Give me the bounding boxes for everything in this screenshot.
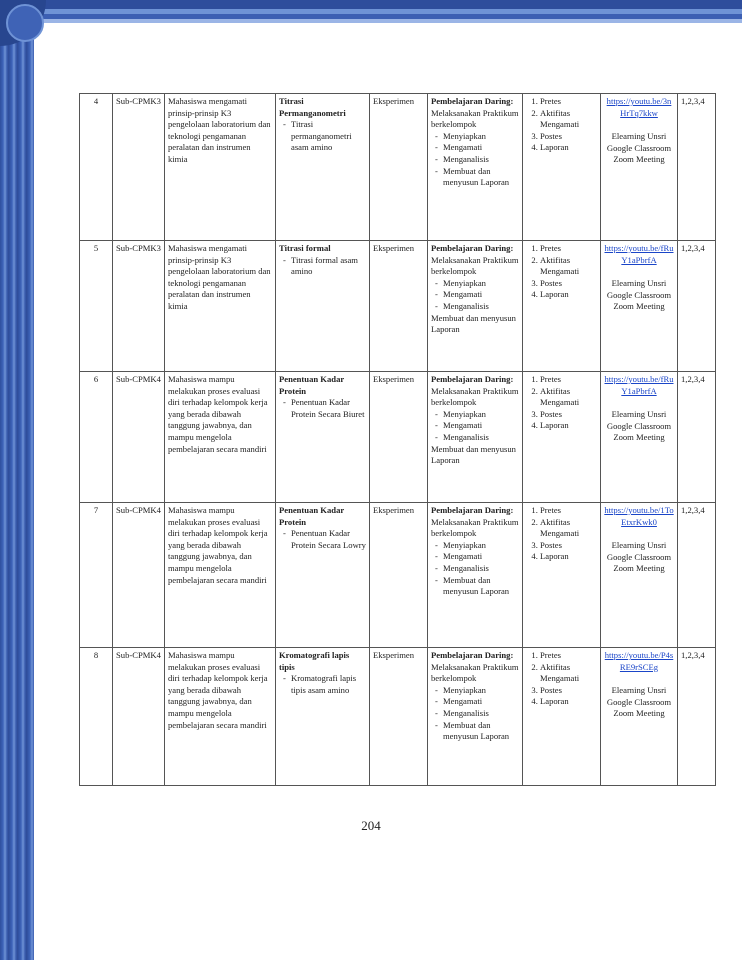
penilaian-item: 2. Aktifitas Mengamati [540, 662, 597, 685]
table-row [80, 648, 716, 786]
materi-title: Titrasi Permanganometri [279, 96, 346, 118]
metode: Eksperimen [370, 372, 428, 503]
pembelajaran-title: Pembelajaran Daring: [431, 243, 514, 253]
penilaian-item: 4. Laporan [540, 551, 597, 563]
indikator: Mahasiswa mengamati prinsip-prinsip K3 pengelolaan laboratorium dan teknologi pengamanan peralatan dan instrumen kimia [165, 241, 276, 372]
penilaian-list [526, 374, 597, 432]
penilaian-item: 4. Laporan [540, 696, 597, 708]
media-platforms: Elearning Unsri Google Classroom Zoom Meeting [606, 409, 672, 443]
pembelajaran-intro: Melaksanakan Praktikum berkelompok [431, 516, 519, 539]
penilaian-item: 3. Postes [540, 685, 597, 697]
reference: 1,2,3,4 [678, 503, 716, 648]
meeting-number: 7 [80, 503, 113, 648]
metode: Eksperimen [370, 503, 428, 648]
pembelajaran-intro: Melaksanakan Praktikum berkelompok [431, 107, 519, 130]
penilaian-item: 1. Pretes [540, 243, 597, 255]
pembelajaran-title: Pembelajaran Daring: [431, 374, 514, 384]
materi-cell [276, 648, 370, 786]
penilaian-cell [523, 648, 601, 786]
media-platforms: Elearning Unsri Google Classroom Zoom Meeting [606, 540, 672, 574]
pembelajaran-item: - Membuat dan menyusun Laporan [443, 166, 519, 189]
penilaian-item: 2. Aktifitas Mengamati [540, 386, 597, 409]
penilaian-item: 4. Laporan [540, 420, 597, 432]
penilaian-cell [523, 372, 601, 503]
penilaian-list [526, 96, 597, 154]
materi-item: - Kromatografi lapis tipis asam amino [291, 673, 366, 696]
video-link[interactable]: https://youtu.be/1ToEtxrKwk0 [604, 505, 674, 527]
media-platforms: Elearning Unsri Google Classroom Zoom Meeting [606, 131, 672, 165]
pembelajaran-cell [428, 241, 523, 372]
media-cell [601, 241, 678, 372]
pembelajaran-title: Pembelajaran Daring: [431, 650, 514, 660]
materi-title: Kromatografi lapis tipis [279, 650, 350, 672]
meeting-number: 5 [80, 241, 113, 372]
penilaian-item: 1. Pretes [540, 505, 597, 517]
video-link[interactable]: https://youtu.be/fRuY1aPbrfA [604, 374, 674, 396]
materi-list [279, 255, 366, 278]
metode: Eksperimen [370, 648, 428, 786]
metode: Eksperimen [370, 241, 428, 372]
materi-title: Penentuan Kadar Protein [279, 374, 345, 396]
indikator: Mahasiswa mampu melakukan proses evaluasi diri terhadap kelompok kerja yang berada dibawah tanggung jawabnya, dan mampu mengelola pembelajaran secara mandiri [165, 503, 276, 648]
pembelajaran-list [431, 540, 519, 598]
penilaian-item: 1. Pretes [540, 374, 597, 386]
top-decorative-bar [34, 0, 742, 30]
media-platforms: Elearning Unsri Google Classroom Zoom Meeting [606, 278, 672, 312]
indikator: Mahasiswa mampu melakukan proses evaluasi diri terhadap kelompok kerja yang berada dibawah tanggung jawabnya, dan mampu mengelola pembelajaran secara mandiri [165, 372, 276, 503]
pembelajaran-item: - Menganalisis [443, 432, 519, 444]
pembelajaran-item: - Menganalisis [443, 708, 519, 720]
table-row [80, 241, 716, 372]
pembelajaran-item: - Menganalisis [443, 301, 519, 313]
video-link[interactable]: https://youtu.be/P4sRE9rSCEg [604, 650, 674, 672]
page-number: 204 [361, 818, 381, 833]
pembelajaran-list [431, 409, 519, 444]
penilaian-item: 4. Laporan [540, 142, 597, 154]
pembelajaran-title: Pembelajaran Daring: [431, 96, 514, 106]
penilaian-cell [523, 503, 601, 648]
corner-ornament [0, 0, 46, 46]
pembelajaran-item: - Menganalisis [443, 563, 519, 575]
pembelajaran-intro: Melaksanakan Praktikum berkelompok [431, 385, 519, 408]
pembelajaran-item: - Menyiapkan [443, 278, 519, 290]
materi-title: Titrasi formal [279, 243, 331, 253]
materi-cell [276, 94, 370, 241]
pembelajaran-list [431, 278, 519, 313]
pembelajaran-item: - Menyiapkan [443, 540, 519, 552]
left-decorative-bar [0, 0, 34, 960]
pembelajaran-item: - Menyiapkan [443, 131, 519, 143]
pembelajaran-item: - Mengamati [443, 289, 519, 301]
media-cell [601, 648, 678, 786]
pembelajaran-list [431, 131, 519, 189]
table-row [80, 94, 716, 241]
pembelajaran-item: - Membuat dan menyusun Laporan [443, 575, 519, 598]
penilaian-item: 2. Aktifitas Mengamati [540, 517, 597, 540]
reference: 1,2,3,4 [678, 241, 716, 372]
pembelajaran-cell [428, 503, 523, 648]
materi-list [279, 397, 366, 420]
media-cell [601, 94, 678, 241]
penilaian-item: 3. Postes [540, 409, 597, 421]
sub-cpmk: Sub-CPMK4 [113, 648, 165, 786]
table-row [80, 503, 716, 648]
pembelajaran-cell [428, 372, 523, 503]
materi-title: Penentuan Kadar Protein [279, 505, 345, 527]
pembelajaran-item: - Menyiapkan [443, 685, 519, 697]
materi-cell [276, 372, 370, 503]
penilaian-item: 3. Postes [540, 278, 597, 290]
course-plan-table [79, 93, 716, 786]
sub-cpmk: Sub-CPMK3 [113, 241, 165, 372]
pembelajaran-cell [428, 94, 523, 241]
penilaian-item: 3. Postes [540, 131, 597, 143]
media-cell [601, 503, 678, 648]
pembelajaran-tail: Membuat dan menyusun Laporan [431, 443, 516, 466]
penilaian-cell [523, 94, 601, 241]
pembelajaran-item: - Mengamati [443, 696, 519, 708]
materi-cell [276, 241, 370, 372]
penilaian-item: 4. Laporan [540, 289, 597, 301]
sub-cpmk: Sub-CPMK3 [113, 94, 165, 241]
table-row [80, 372, 716, 503]
materi-item: - Titrasi permanganometri asam amino [291, 119, 366, 154]
penilaian-item: 3. Postes [540, 540, 597, 552]
indikator: Mahasiswa mampu melakukan proses evaluasi diri terhadap kelompok kerja yang berada dibawah tanggung jawabnya, dan mampu mengelola pembelajaran secara mandiri [165, 648, 276, 786]
materi-item: - Penentuan Kadar Protein Secara Biuret [291, 397, 366, 420]
penilaian-item: 2. Aktifitas Mengamati [540, 255, 597, 278]
reference: 1,2,3,4 [678, 94, 716, 241]
pembelajaran-cell [428, 648, 523, 786]
pembelajaran-item: - Menganalisis [443, 154, 519, 166]
video-link[interactable]: https://youtu.be/fRuY1aPbrfA [604, 243, 674, 265]
materi-list [279, 673, 366, 696]
media-cell [601, 372, 678, 503]
meeting-number: 8 [80, 648, 113, 786]
materi-list [279, 528, 366, 551]
meeting-number: 4 [80, 94, 113, 241]
penilaian-item: 2. Aktifitas Mengamati [540, 108, 597, 131]
reference: 1,2,3,4 [678, 648, 716, 786]
sub-cpmk: Sub-CPMK4 [113, 372, 165, 503]
pembelajaran-list [431, 685, 519, 743]
penilaian-item: 1. Pretes [540, 96, 597, 108]
video-link[interactable]: https://youtu.be/3nHrTq7kkw [606, 96, 672, 118]
materi-item: - Penentuan Kadar Protein Secara Lowry [291, 528, 366, 551]
meeting-number: 6 [80, 372, 113, 503]
pembelajaran-intro: Melaksanakan Praktikum berkelompok [431, 661, 519, 684]
materi-list [279, 119, 366, 154]
indikator: Mahasiswa mengamati prinsip-prinsip K3 pengelolaan laboratorium dan teknologi pengamanan peralatan dan instrumen kimia [165, 94, 276, 241]
pembelajaran-tail: Membuat dan menyusun Laporan [431, 312, 516, 335]
penilaian-list [526, 243, 597, 301]
media-platforms: Elearning Unsri Google Classroom Zoom Meeting [606, 685, 672, 719]
pembelajaran-item: - Menyiapkan [443, 409, 519, 421]
pembelajaran-item: - Membuat dan menyusun Laporan [443, 720, 519, 743]
materi-item: - Titrasi formal asam amino [291, 255, 366, 278]
pembelajaran-title: Pembelajaran Daring: [431, 505, 514, 515]
sub-cpmk: Sub-CPMK4 [113, 503, 165, 648]
reference: 1,2,3,4 [678, 372, 716, 503]
materi-cell [276, 503, 370, 648]
pembelajaran-item: - Mengamati [443, 142, 519, 154]
penilaian-cell [523, 241, 601, 372]
pembelajaran-item: - Mengamati [443, 551, 519, 563]
metode: Eksperimen [370, 94, 428, 241]
pembelajaran-item: - Mengamati [443, 420, 519, 432]
pembelajaran-intro: Melaksanakan Praktikum berkelompok [431, 254, 519, 277]
penilaian-list [526, 650, 597, 708]
penilaian-item: 1. Pretes [540, 650, 597, 662]
penilaian-list [526, 505, 597, 563]
